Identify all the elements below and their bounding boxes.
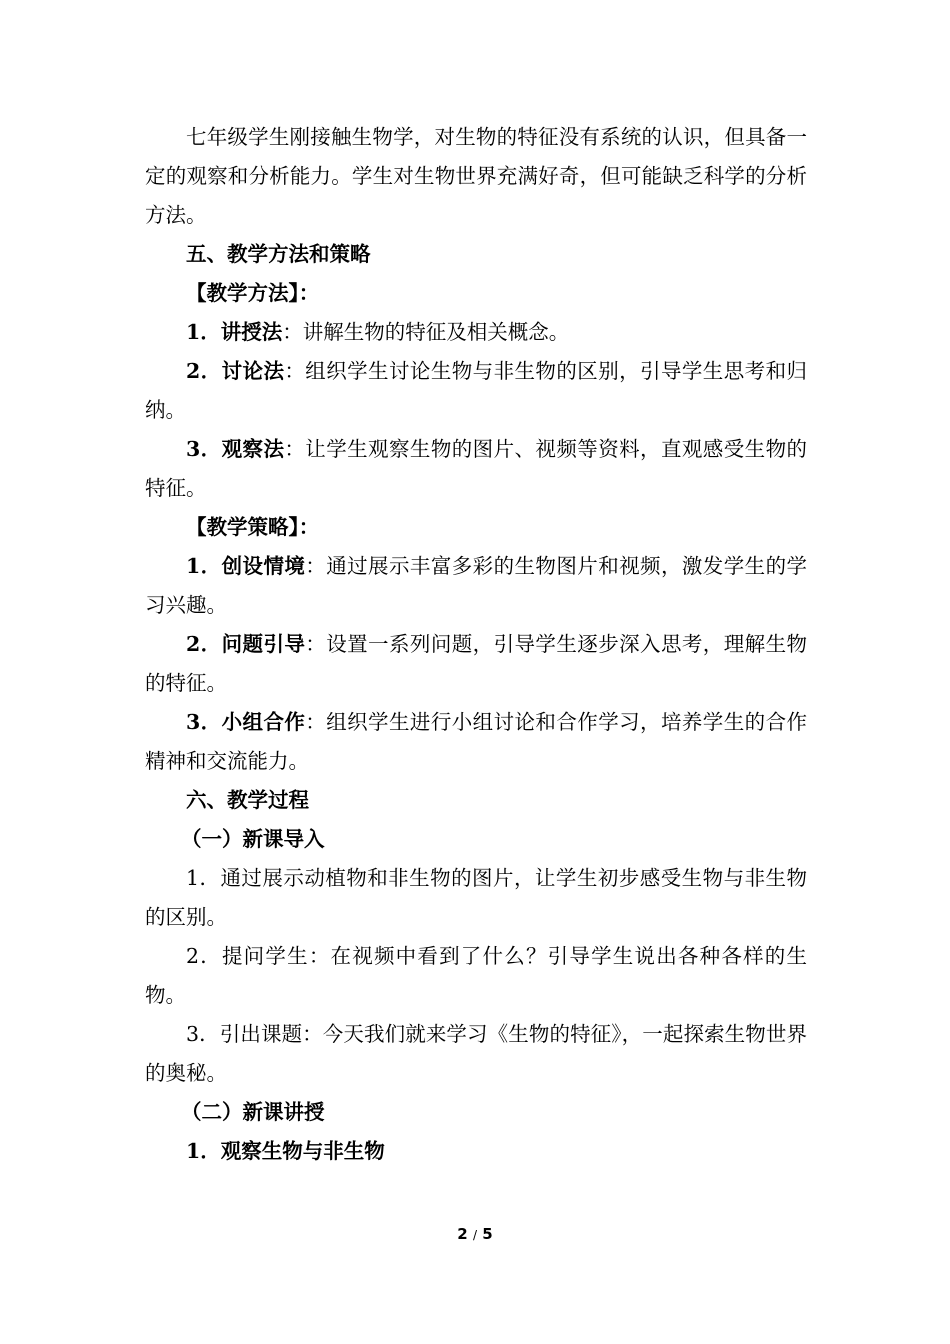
strategy-item-group-work (145, 703, 807, 781)
strategy-item-questions (145, 625, 807, 703)
intro-step-three: 3．引出课题：今天我们就来学习《生物的特征》，一起探索生物世界的奥秘。 (145, 1022, 807, 1085)
method-text: ：讲解生物的特征及相关概念。 (282, 320, 570, 344)
method-text: ：让学生观察生物的图片、视频等资料，直观感受生物的特征。 (145, 437, 807, 500)
strategy-label: 3．小组合作 (186, 710, 306, 734)
document-page (145, 118, 807, 1171)
part-one-heading: （一）新课导入 (181, 827, 325, 851)
method-item-observation (145, 430, 807, 508)
page-separator: / (472, 1228, 478, 1242)
current-page-number: 2 (457, 1225, 468, 1243)
method-label: 1．讲授法 (186, 320, 283, 344)
intro-step-two: 2．提问学生：在视频中看到了什么？引导学生说出各种各样的生物。 (145, 944, 807, 1007)
strategy-item-situation (145, 547, 807, 625)
section-five-heading: 五、教学方法和策略 (186, 242, 371, 266)
intro-paragraph: 七年级学生刚接触生物学，对生物的特征没有系统的认识，但具备一定的观察和分析能力。学生对生物世界充满好奇，但可能缺乏科学的分析方法。 (145, 125, 807, 227)
teaching-strategies-heading: 【教学策略】： (186, 515, 320, 539)
strategy-text: ：通过展示丰富多彩的生物图片和视频，激发学生的学习兴趣。 (145, 554, 807, 617)
page-number (0, 1225, 950, 1243)
teaching-methods-heading: 【教学方法】： (186, 281, 320, 305)
strategy-label: 1．创设情境 (186, 554, 306, 578)
part-two-heading: （二）新课讲授 (181, 1100, 325, 1124)
method-label: 2．讨论法 (186, 359, 285, 383)
section-six-heading: 六、教学过程 (186, 788, 309, 812)
strategy-label: 2．问题引导 (186, 632, 306, 656)
method-item-discussion (145, 352, 807, 430)
subsection-one-heading: 1．观察生物与非生物 (186, 1139, 385, 1163)
intro-step-one: 1．通过展示动植物和非生物的图片，让学生初步感受生物与非生物的区别。 (145, 866, 807, 929)
strategy-text: ：组织学生进行小组讨论和合作学习，培养学生的合作精神和交流能力。 (145, 710, 807, 773)
method-item-lecture (145, 313, 807, 352)
strategy-text: ：设置一系列问题，引导学生逐步深入思考，理解生物的特征。 (145, 632, 807, 695)
method-label: 3．观察法 (186, 437, 285, 461)
total-pages-number: 5 (482, 1225, 493, 1243)
method-text: ：组织学生讨论生物与非生物的区别，引导学生思考和归纳。 (145, 359, 807, 422)
